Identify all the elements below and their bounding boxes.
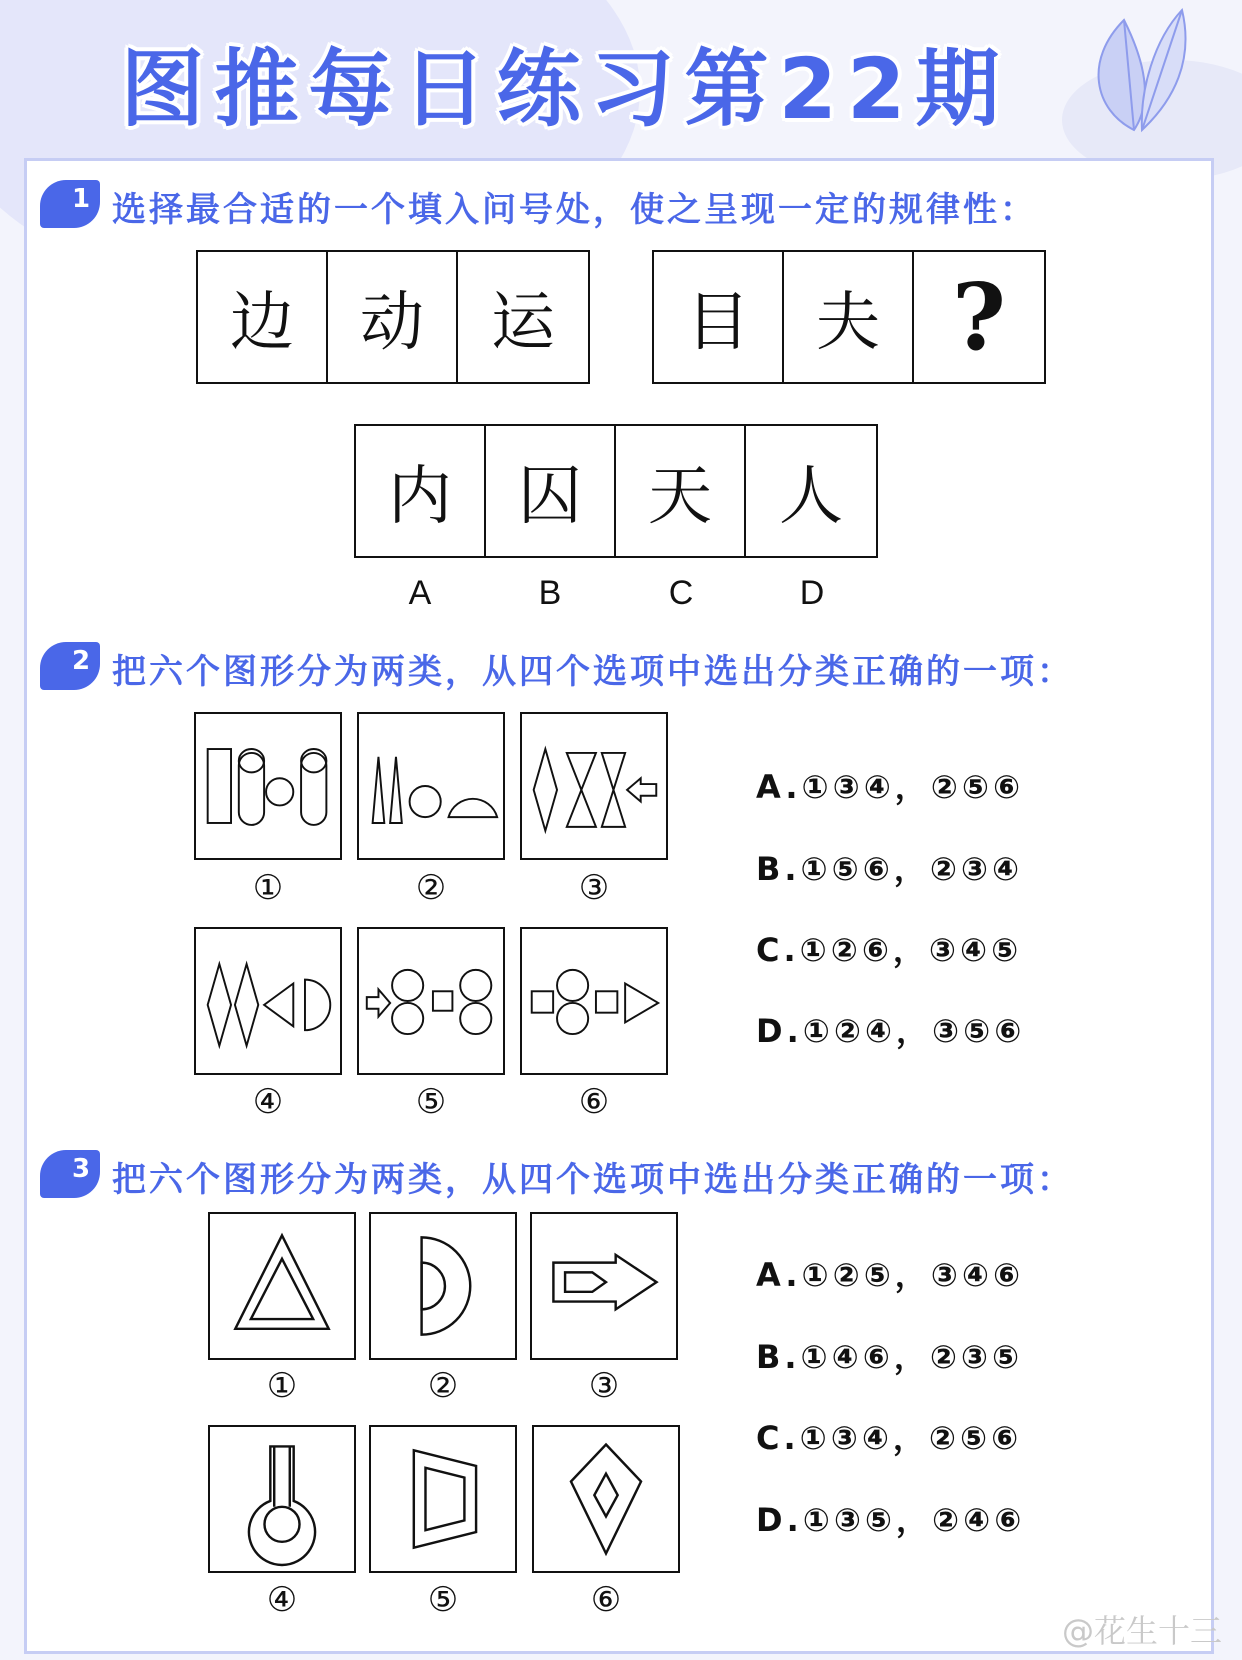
q1-option-letter: C: [668, 574, 694, 612]
question-2-prompt: 把六个图形分为两类，从四个选项中选出分类正确的一项：: [112, 652, 1074, 692]
q2-figure-6: [520, 927, 668, 1075]
q2-figure-4: [194, 927, 342, 1075]
q1-option-letter: D: [799, 574, 825, 612]
page-title: 图推每日练习第22期: [120, 40, 1010, 138]
q1-option-letter: B: [538, 574, 562, 612]
q3-figure-label: ⑥: [590, 1580, 622, 1620]
q3-figure-6: [532, 1425, 680, 1573]
q2-answer-a: A.①③④，②⑤⑥: [756, 768, 1025, 806]
question-2-badge: 2: [40, 642, 100, 690]
q2-figure-5: [357, 927, 505, 1075]
q2-figure-label: ⑥: [578, 1082, 610, 1122]
q2-figure-1: [194, 712, 342, 860]
q2-figure-label: ①: [252, 868, 284, 908]
q1-group-1: [196, 250, 590, 384]
q2-figure-3: [520, 712, 668, 860]
q1-option-b: 囚: [486, 426, 616, 556]
q1-group1-char: 动: [328, 252, 458, 382]
q2-figure-label: ⑤: [415, 1082, 447, 1122]
q1-options: [354, 424, 878, 558]
question-1-badge: 1: [40, 180, 100, 228]
q1-group1-char: 运: [491, 286, 555, 360]
q2-figure-2: [357, 712, 505, 860]
q1-option-a: 内: [356, 426, 486, 556]
q1-option-d: 人: [779, 460, 843, 534]
q2-answer-d: D.①②④，③⑤⑥: [756, 1012, 1026, 1050]
question-1-prompt: 选择最合适的一个填入问号处，使之呈现一定的规律性：: [112, 190, 1037, 230]
q2-figure-label: ④: [252, 1082, 284, 1122]
q3-figure-label: ③: [588, 1366, 620, 1406]
q3-figure-label: ④: [266, 1580, 298, 1620]
q3-answer-d: D.①③⑤，②④⑥: [756, 1501, 1026, 1539]
q1-option-c: 天: [616, 426, 746, 556]
q1-question-mark: ?: [952, 263, 1006, 371]
q1-group-2: [652, 250, 1046, 384]
q3-figure-1: [208, 1212, 356, 1360]
watermark: @花生十三: [1061, 1612, 1222, 1650]
q3-figure-5: [369, 1425, 517, 1573]
q2-figure-label: ③: [578, 868, 610, 908]
q3-figure-2: [369, 1212, 517, 1360]
question-3-prompt: 把六个图形分为两类，从四个选项中选出分类正确的一项：: [112, 1160, 1074, 1200]
q3-figure-label: ①: [266, 1366, 298, 1406]
q2-answer-b: B.①⑤⑥，②③④: [756, 850, 1024, 888]
q2-figure-label: ②: [415, 868, 447, 908]
q3-answer-b: B.①④⑥，②③⑤: [756, 1338, 1024, 1376]
q1-group1-char: 边: [198, 252, 328, 382]
q1-group2-char: 夫: [784, 252, 914, 382]
q3-answer-c: C.①③④，②⑤⑥: [756, 1419, 1023, 1457]
q1-group2-char: 目: [654, 252, 784, 382]
q3-figure-3: [530, 1212, 678, 1360]
q1-option-letter: A: [408, 574, 432, 612]
q3-figure-4: [208, 1425, 356, 1573]
q3-answer-a: A.①②⑤，③④⑥: [756, 1256, 1025, 1294]
question-3-badge: 3: [40, 1150, 100, 1198]
q3-figure-label: ②: [427, 1366, 459, 1406]
q2-answer-c: C.①②⑥，③④⑤: [756, 931, 1023, 969]
q3-figure-label: ⑤: [427, 1580, 459, 1620]
